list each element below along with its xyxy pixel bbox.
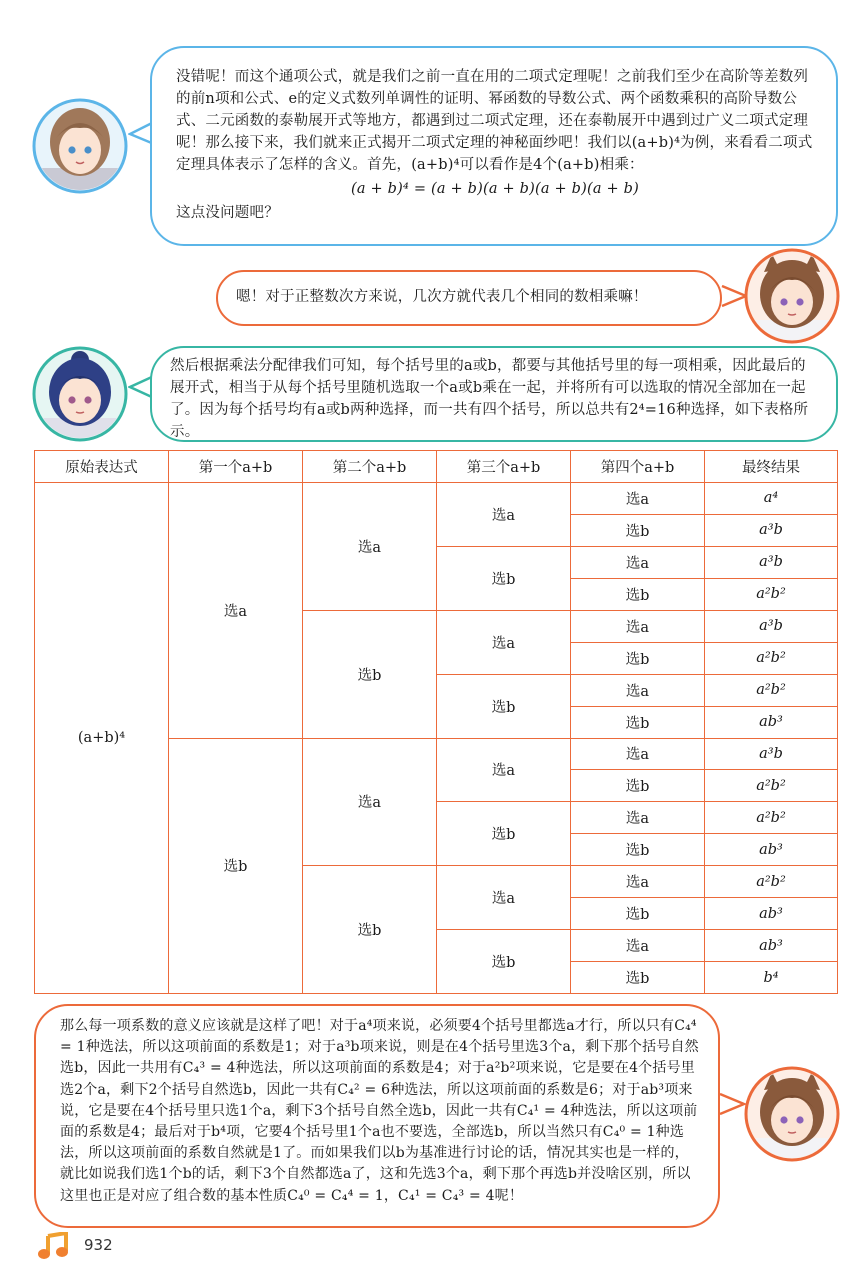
pick-cell: 选b <box>437 930 571 994</box>
result-cell: b⁴ <box>705 962 838 994</box>
table-header: 第二个a+b <box>303 451 437 483</box>
pick-cell: 选b <box>571 642 705 674</box>
bubble-text: 然后根据乘法分配律我们可知，每个括号里的a或b，都要与其他括号里的每一项相乘，因此最后的展开式，相当于从每个括号里随机选取一个a或b乘在一起，并将所有可以选取的情况全部加在一起了。因为每个括号均有a或b两种选择，而一共有四个括号，所以总共有2⁴=16种选择，如下表格所示。 <box>170 358 809 440</box>
pick-cell: 选a <box>437 738 571 802</box>
result-cell: a³b <box>705 546 838 578</box>
character-avatar-navy-hair <box>32 346 128 442</box>
pick-cell: 选a <box>437 610 571 674</box>
pick-cell: 选b <box>437 674 571 738</box>
table-header: 原始表达式 <box>35 451 169 483</box>
result-cell: a²b² <box>705 866 838 898</box>
character-avatar-brown-hair <box>32 98 128 194</box>
table-header: 第一个a+b <box>169 451 303 483</box>
equation: (a + b)⁴ = (a + b)(a + b)(a + b)(a + b) <box>350 181 640 197</box>
pick-cell: 选b <box>303 610 437 738</box>
pick-cell: 选b <box>571 514 705 546</box>
pick-cell: 选a <box>437 866 571 930</box>
table-header: 第三个a+b <box>437 451 571 483</box>
result-cell: a³b <box>705 514 838 546</box>
result-cell: a²b² <box>705 578 838 610</box>
pick-cell: 选b <box>437 802 571 866</box>
speech-bubble-tail <box>716 1090 746 1120</box>
character-avatar-cat-ears <box>744 1066 840 1162</box>
pick-cell: 选a <box>571 546 705 578</box>
result-cell: a⁴ <box>705 483 838 515</box>
bubble-text: 那么每一项系数的意义应该就是这样了吧！对于a⁴项来说，必须要4个括号里都选a才行，所以只有C₄⁴ = 1种选法，所以这项前面的系数是1；对于a³b项来说，则是在4个括号里选3个a，剩下那个括号自然选b，因此一共用有C₄³ = 4种选法，所以这项前面的系数是4；对于a²b²项来说，它是要在4个括号里选2个a，剩下2个括号自然选b，因此一共有C₄² = 6种选法，所以这项前面的系数是6；对于ab³项来说，它是要在4个括号里只选1个a，剩下3个括号自然全选b，因此一共有C₄¹ = 4种选法，所以这项前面的系数是4；最后对于b⁴项，它要4个括号里1个a也不要选，全部选b，所以当然只有C₄⁰ = 1种选法，所以这项前面的系数自然就是1了。而如果我们以b为基准进行讨论的话，情况其实也是一样的，就比如说我们选1个b的话，剩下3个自然都选a了，这和先选3个a，剩下那个再选b并没啥区别，所以这里也正是对应了组合数的基本性质C₄⁰ = C₄⁴ = 1，C₄¹ = C₄³ = 4呢！ <box>60 1018 699 1204</box>
pick-cell: 选a <box>571 738 705 770</box>
pick-cell: 选b <box>437 546 571 610</box>
speech-bubble-orange <box>216 270 722 326</box>
result-cell: ab³ <box>705 706 838 738</box>
pick-cell: 选b <box>169 738 303 994</box>
pick-cell: 选b <box>571 962 705 994</box>
table-header: 第四个a+b <box>571 451 705 483</box>
pick-cell: 选a <box>571 866 705 898</box>
page-number: 932 <box>84 1236 113 1254</box>
result-cell: a²b² <box>705 802 838 834</box>
bubble-text: 没错呢！而这个通项公式，就是我们之前一直在用的二项式定理呢！之前我们至少在高阶等差数列的前n项和公式、e的定义式数列单调性的证明、幂函数的导数公式、两个函数乘积的高阶导数公式、二元函数的泰勒展开式等地方，都遇到过二项式定理，还在泰勒展开中遇到过广义二项式定理呢！那么接下来，我们就来正式揭开二项式定理的神秘面纱吧！我们以(a+b)⁴为例，来看看二项式定理具体表示了怎样的含义。首先，(a+b)⁴可以看作是4个(a+b)相乘： <box>176 69 813 173</box>
pick-cell: 选a <box>303 738 437 866</box>
result-cell: a²b² <box>705 642 838 674</box>
pick-cell: 选b <box>571 898 705 930</box>
pick-cell: 选b <box>571 834 705 866</box>
pick-cell: 选a <box>571 483 705 515</box>
result-cell: a²b² <box>705 674 838 706</box>
pick-cell: 选a <box>437 483 571 547</box>
speech-bubble-teal <box>150 346 838 442</box>
pick-cell: 选b <box>571 578 705 610</box>
pick-cell: 选a <box>571 674 705 706</box>
character-avatar-cat-ears <box>744 248 840 344</box>
table-row <box>35 483 838 515</box>
pick-cell: 选a <box>303 483 437 611</box>
pick-cell: 选b <box>303 866 437 994</box>
speech-bubble-blue <box>150 46 838 246</box>
table-header-row <box>35 451 838 483</box>
pick-cell: 选b <box>571 770 705 802</box>
result-cell: a³b <box>705 610 838 642</box>
table-header: 最终结果 <box>705 451 838 483</box>
result-cell: ab³ <box>705 898 838 930</box>
result-cell: a³b <box>705 738 838 770</box>
pick-cell: 选a <box>571 930 705 962</box>
music-note-icon <box>38 1232 70 1260</box>
pick-cell: 选b <box>571 706 705 738</box>
result-cell: ab³ <box>705 834 838 866</box>
pick-cell: 选a <box>571 610 705 642</box>
bubble-text: 嗯！对于正整数次方来说，几次方就代表几个相同的数相乘嘛！ <box>236 289 648 305</box>
pick-cell: 选a <box>169 483 303 739</box>
pick-cell: 选a <box>571 802 705 834</box>
combination-table <box>34 450 838 994</box>
original-expression: (a+b)⁴ <box>35 483 169 994</box>
result-cell: a²b² <box>705 770 838 802</box>
speech-bubble-orange-large <box>34 1004 720 1228</box>
bubble-text-end: 这点没问题吧？ <box>176 205 279 221</box>
result-cell: ab³ <box>705 930 838 962</box>
